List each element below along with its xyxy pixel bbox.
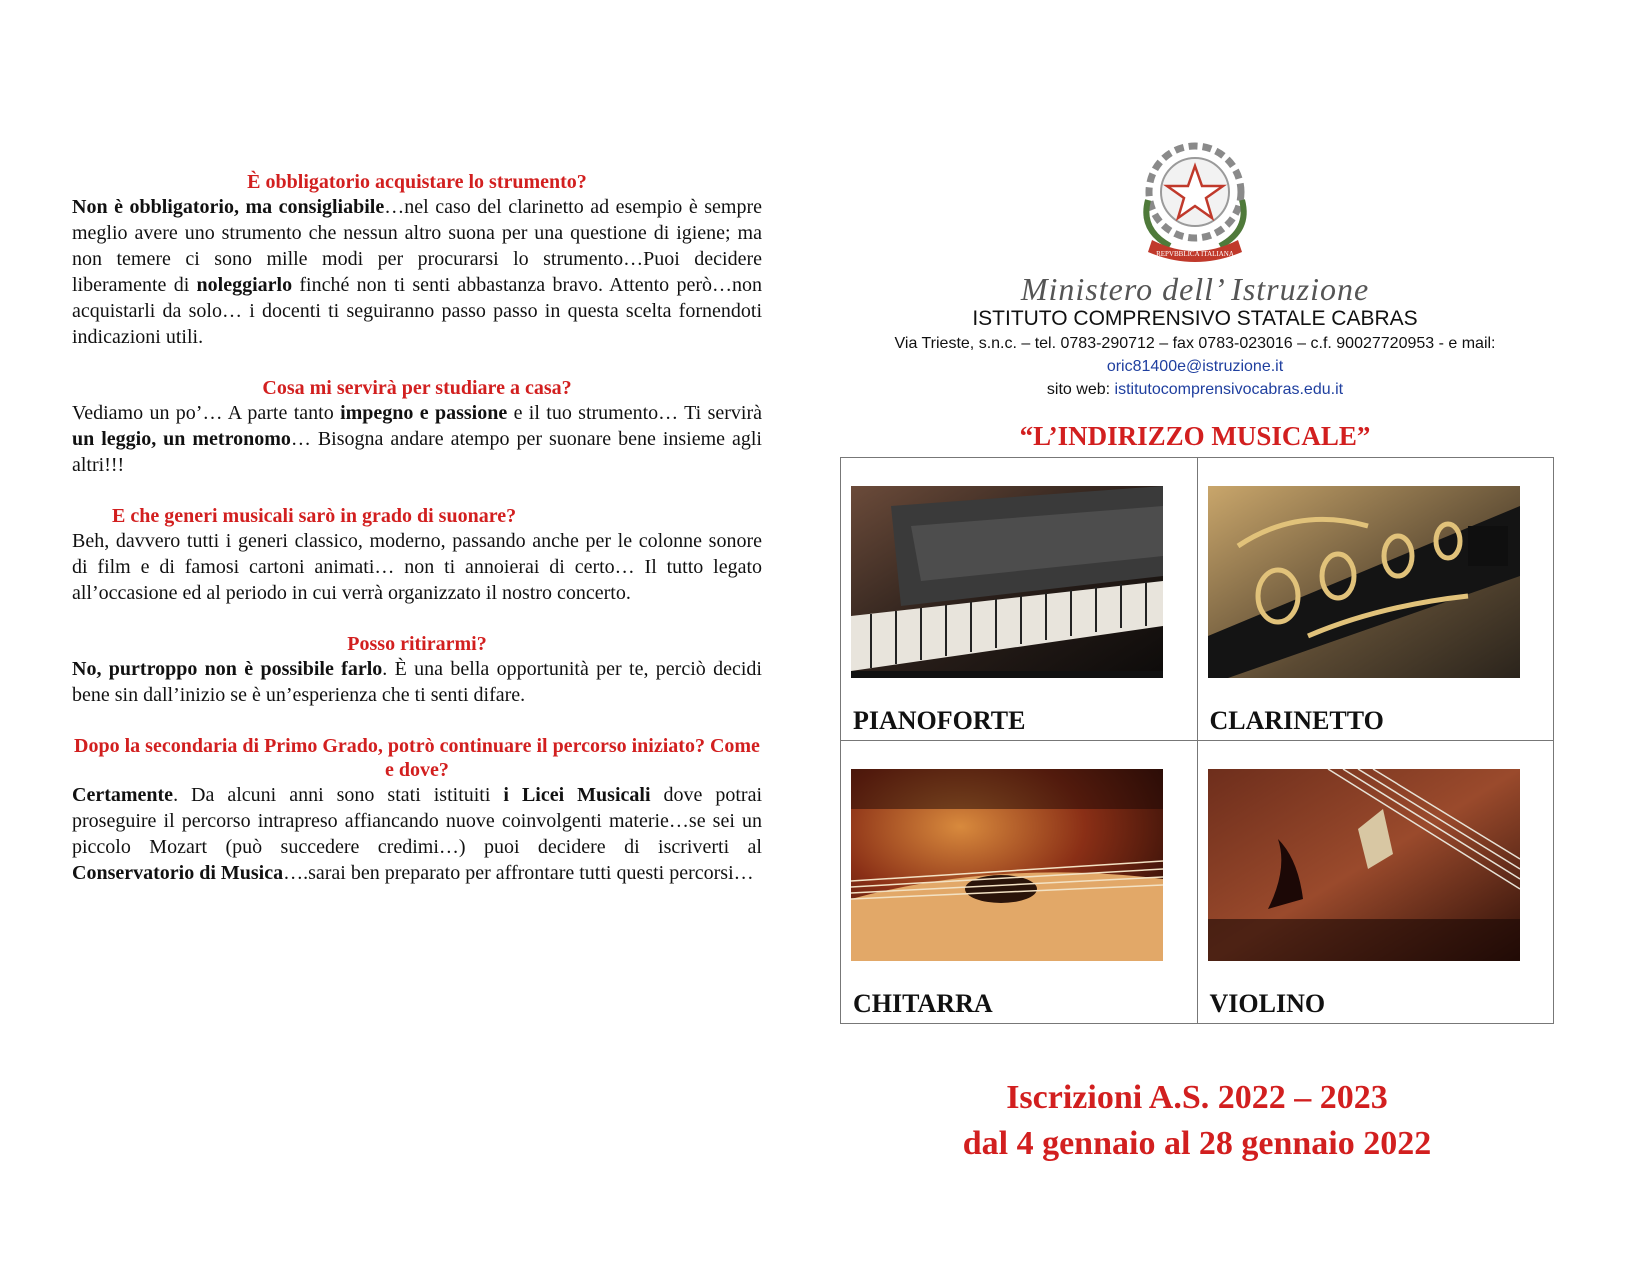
answer-text: e il tuo strumento… Ti servirà xyxy=(507,402,762,424)
brochure-title: “L’INDIRIZZO MUSICALE” xyxy=(1019,421,1371,451)
piano-photo-icon xyxy=(851,486,1163,678)
faq-question: Posso ritirarmi? xyxy=(347,633,487,655)
faq-answer xyxy=(72,528,762,606)
answer-bold: noleggiarlo xyxy=(196,274,293,296)
brochure-cover xyxy=(840,130,1550,1024)
instrument-cell xyxy=(1197,741,1554,1024)
instrument-name: VIOLINO xyxy=(1209,989,1326,1018)
faq-column xyxy=(72,170,762,912)
ministry-name: Ministero dell’ Istruzione xyxy=(1020,271,1370,307)
website-label: sito web: xyxy=(1046,381,1115,398)
answer-text: dove potrai proseguire il percorso intrapreso affiancando nuove coinvolgenti materie…se sei un piccolo Mozart (può succedere credimi…) puoi decidere di iscriverti al xyxy=(72,784,763,858)
school-address: Via Trieste, s.n.c. – tel. 0783-290712 – fax 0783-023016 – c.f. 90027720953 - e mail: xyxy=(894,335,1496,352)
answer-text: ….sarai ben preparato per affrontare tutti questi percorsi… xyxy=(283,862,754,884)
answer-text: Beh, davvero tutti i generi classico, moderno, passando anche per le colonne sonore di film e di famosi cartoni animati… non ti annoierai di certo… Il tutto legato all’occasione ed al periodo in cui verrà organizzato il nostro concerto. xyxy=(72,530,762,604)
emblem-ribbon-text: REPVBBLICA ITALIANA xyxy=(1156,250,1234,258)
faq-question: È obbligatorio acquistare lo strumento? xyxy=(247,171,587,193)
faq-question: Cosa mi servirà per studiare a casa? xyxy=(262,377,572,399)
answer-bold: Conservatorio di Musica xyxy=(72,862,284,884)
answer-text: Vediamo un po’… A parte tanto xyxy=(72,402,341,424)
instrument-name: PIANOFORTE xyxy=(853,706,1026,735)
school-website xyxy=(840,378,1550,401)
faq-answer xyxy=(72,782,762,886)
answer-text: … Bisogna andare atempo per suonare bene insieme agli altri!!! xyxy=(72,428,762,476)
email-link[interactable]: oric81400e@istruzione.it xyxy=(1106,358,1284,375)
instrument-cell xyxy=(841,458,1198,741)
republic-emblem-icon xyxy=(1130,130,1260,270)
faq-item xyxy=(72,734,762,886)
faq-item xyxy=(72,376,762,478)
answer-text: . È una bella opportunità per te, perciò decidi bene sin dall’inizio se è un’esperienza che ti senti difare. xyxy=(72,658,762,706)
enrollment-dates: dal 4 gennaio al 28 gennaio 2022 xyxy=(962,1125,1432,1162)
answer-text: finché non ti senti abbastanza bravo. Attento però…non acquistarli da solo… i docenti ti seguiranno passo passo in questa scelta fornendoti indicazioni utili. xyxy=(72,274,762,348)
faq-question: Dopo la secondaria di Primo Grado, potrò continuare il percorso iniziato? Come e dove? xyxy=(74,735,760,781)
faq-answer xyxy=(72,656,762,708)
answer-bold: Non è obbligatorio, ma consigliabile xyxy=(72,196,385,218)
website-link[interactable]: istitutocomprensivocabras.edu.it xyxy=(1114,381,1344,398)
faq-item xyxy=(72,504,762,606)
instrument-name: CLARINETTO xyxy=(1209,706,1384,735)
guitar-photo-icon xyxy=(851,769,1163,961)
enrollment-year: Iscrizioni A.S. 2022 – 2023 xyxy=(1006,1079,1388,1116)
school-name: ISTITUTO COMPRENSIVO STATALE CABRAS xyxy=(972,307,1418,330)
instrument-grid xyxy=(840,457,1554,1024)
answer-bold: Certamente xyxy=(72,784,174,806)
faq-question: E che generi musicali sarò in grado di suonare? xyxy=(112,505,517,527)
instrument-name: CHITARRA xyxy=(853,989,993,1018)
instrument-cell xyxy=(1197,458,1554,741)
answer-bold: impegno e passione xyxy=(340,402,508,424)
answer-bold: No, purtroppo non è possibile farlo xyxy=(72,658,383,680)
faq-answer xyxy=(72,400,762,478)
faq-item xyxy=(72,170,762,350)
answer-text: . Da alcuni anni sono stati istituiti xyxy=(173,784,504,806)
faq-answer xyxy=(72,194,762,350)
answer-bold: i Licei Musicali xyxy=(503,784,651,806)
clarinet-photo-icon xyxy=(1208,486,1520,678)
enrollment-footer xyxy=(840,1075,1554,1167)
violin-photo-icon xyxy=(1208,769,1520,961)
answer-text: …nel caso del clarinetto ad esempio è sempre meglio avere uno strumento che nessun altro suona per una questione di igiene; ma non temere ci sono mille modi per procurarsi lo strumento…Puoi decidere liberamente di xyxy=(72,196,762,296)
faq-item xyxy=(72,632,762,708)
answer-bold: un leggio, un metronomo xyxy=(72,428,291,450)
instrument-cell xyxy=(841,741,1198,1024)
school-email[interactable] xyxy=(840,355,1550,378)
